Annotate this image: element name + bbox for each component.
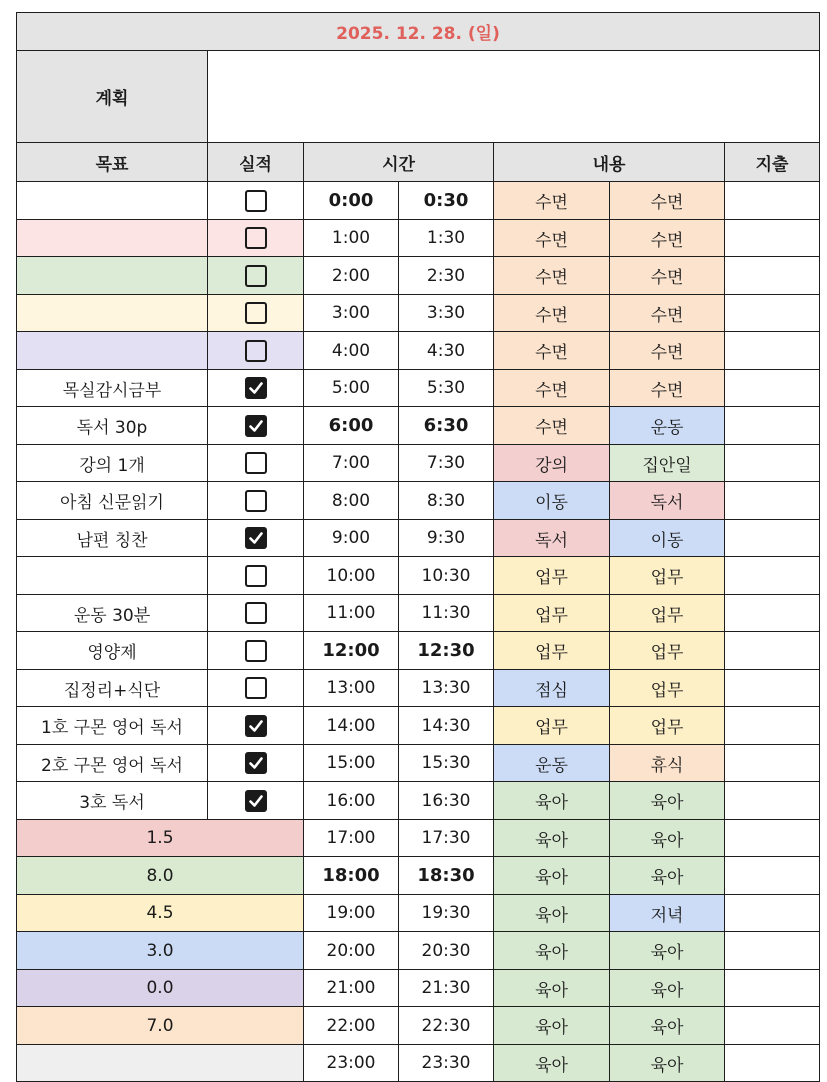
content-second-half[interactable]: 육아: [609, 969, 725, 1007]
goal-cell[interactable]: [16, 256, 208, 295]
expense-cell[interactable]: [724, 856, 820, 895]
content-second-half[interactable]: 업무: [609, 669, 725, 707]
content-second-half[interactable]: 저녁: [609, 894, 725, 932]
expense-cell[interactable]: [724, 519, 820, 557]
expense-cell[interactable]: [724, 481, 820, 520]
content-second-half[interactable]: 집안일: [609, 444, 725, 482]
header-content: 내용: [493, 142, 725, 182]
time-start: 20:00: [303, 931, 399, 970]
content-first-half[interactable]: 육아: [493, 969, 610, 1007]
expense-cell[interactable]: [724, 744, 820, 782]
goal-cell[interactable]: [16, 556, 208, 595]
goal-cell[interactable]: 집정리+식단: [16, 669, 208, 707]
result-cell: [207, 181, 304, 220]
content-second-half[interactable]: 이동: [609, 519, 725, 557]
content-first-half[interactable]: 수면: [493, 406, 610, 445]
time-end: 1:30: [398, 219, 494, 257]
time-end: 8:30: [398, 481, 494, 520]
time-start: 13:00: [303, 669, 399, 707]
content-first-half[interactable]: 수면: [493, 294, 610, 332]
result-cell: [207, 781, 304, 820]
goal-cell[interactable]: 목실감시금부: [16, 369, 208, 407]
time-end: 21:30: [398, 969, 494, 1007]
time-start: 5:00: [303, 369, 399, 407]
content-first-half[interactable]: 업무: [493, 556, 610, 595]
result-cell: [207, 744, 304, 782]
content-second-half[interactable]: 수면: [609, 256, 725, 295]
content-second-half[interactable]: 육아: [609, 931, 725, 970]
header-time: 시간: [303, 142, 494, 182]
result-checkbox[interactable]: [245, 565, 267, 587]
time-start: 11:00: [303, 594, 399, 632]
content-second-half[interactable]: 육아: [609, 819, 725, 857]
time-end: 16:30: [398, 781, 494, 820]
time-start: 23:00: [303, 1044, 399, 1082]
result-checkbox[interactable]: [245, 790, 267, 812]
time-end: 13:30: [398, 669, 494, 707]
result-cell: [207, 669, 304, 707]
content-first-half[interactable]: 수면: [493, 369, 610, 407]
content-second-half[interactable]: 독서: [609, 481, 725, 520]
expense-cell[interactable]: [724, 256, 820, 295]
expense-cell[interactable]: [724, 331, 820, 370]
time-start: 14:00: [303, 706, 399, 745]
time-start: 6:00: [303, 406, 399, 445]
result-checkbox[interactable]: [245, 677, 267, 699]
content-second-half[interactable]: 업무: [609, 594, 725, 632]
result-checkbox[interactable]: [245, 265, 267, 287]
content-first-half[interactable]: 수면: [493, 219, 610, 257]
summary-cell: 1.5: [16, 819, 304, 857]
time-end: 11:30: [398, 594, 494, 632]
summary-cell: 0.0: [16, 969, 304, 1007]
time-start: 0:00: [303, 181, 399, 220]
result-cell: [207, 294, 304, 332]
expense-cell[interactable]: [724, 369, 820, 407]
result-checkbox[interactable]: [245, 227, 267, 249]
result-cell: [207, 331, 304, 370]
goal-cell[interactable]: 3호 독서: [16, 781, 208, 820]
expense-cell[interactable]: [724, 631, 820, 670]
result-cell: [207, 219, 304, 257]
expense-cell[interactable]: [724, 1006, 820, 1045]
header-expense: 지출: [724, 142, 820, 182]
date-banner: 2025. 12. 28. (일): [16, 12, 820, 51]
content-first-half[interactable]: 육아: [493, 1044, 610, 1082]
goal-cell[interactable]: 운동 30분: [16, 594, 208, 632]
time-end: 15:30: [398, 744, 494, 782]
result-cell: [207, 406, 304, 445]
time-start: 19:00: [303, 894, 399, 932]
content-first-half[interactable]: 수면: [493, 331, 610, 370]
goal-cell[interactable]: 강의 1개: [16, 444, 208, 482]
time-end: 4:30: [398, 331, 494, 370]
content-second-half[interactable]: 육아: [609, 1044, 725, 1082]
expense-cell[interactable]: [724, 406, 820, 445]
result-cell: [207, 631, 304, 670]
result-cell: [207, 444, 304, 482]
plan-label: 계획: [16, 50, 208, 143]
result-cell: [207, 369, 304, 407]
expense-cell[interactable]: [724, 706, 820, 745]
result-checkbox[interactable]: [245, 415, 267, 437]
content-first-half[interactable]: 독서: [493, 519, 610, 557]
result-cell: [207, 256, 304, 295]
expense-cell[interactable]: [724, 819, 820, 857]
content-second-half[interactable]: 수면: [609, 219, 725, 257]
expense-cell[interactable]: [724, 669, 820, 707]
goal-cell[interactable]: 아침 신문읽기: [16, 481, 208, 520]
time-end: 18:30: [398, 856, 494, 895]
result-checkbox[interactable]: [245, 715, 267, 737]
time-end: 23:30: [398, 1044, 494, 1082]
content-first-half[interactable]: 육아: [493, 894, 610, 932]
summary-cell: 4.5: [16, 894, 304, 932]
time-end: 22:30: [398, 1006, 494, 1045]
content-second-half[interactable]: 수면: [609, 331, 725, 370]
summary-cell: [16, 1044, 304, 1082]
goal-cell[interactable]: 남편 칭찬: [16, 519, 208, 557]
content-second-half[interactable]: 운동: [609, 406, 725, 445]
expense-cell[interactable]: [724, 781, 820, 820]
time-end: 7:30: [398, 444, 494, 482]
content-first-half[interactable]: 육아: [493, 819, 610, 857]
time-end: 6:30: [398, 406, 494, 445]
summary-cell: 8.0: [16, 856, 304, 895]
time-end: 2:30: [398, 256, 494, 295]
time-start: 15:00: [303, 744, 399, 782]
result-cell: [207, 706, 304, 745]
time-start: 4:00: [303, 331, 399, 370]
time-start: 17:00: [303, 819, 399, 857]
time-end: 10:30: [398, 556, 494, 595]
time-start: 8:00: [303, 481, 399, 520]
header-goal: 목표: [16, 142, 208, 182]
result-checkbox[interactable]: [245, 452, 267, 474]
expense-cell[interactable]: [724, 556, 820, 595]
content-first-half[interactable]: 수면: [493, 256, 610, 295]
content-second-half[interactable]: 육아: [609, 856, 725, 895]
content-first-half[interactable]: 점심: [493, 669, 610, 707]
result-checkbox[interactable]: [245, 490, 267, 512]
time-start: 12:00: [303, 631, 399, 670]
expense-cell[interactable]: [724, 894, 820, 932]
plan-input[interactable]: [207, 50, 820, 143]
content-first-half[interactable]: 육아: [493, 1006, 610, 1045]
content-first-half[interactable]: 업무: [493, 631, 610, 670]
result-checkbox[interactable]: [245, 340, 267, 362]
result-checkbox[interactable]: [245, 640, 267, 662]
result-checkbox[interactable]: [245, 602, 267, 624]
goal-cell[interactable]: 2호 구몬 영어 독서: [16, 744, 208, 782]
content-second-half[interactable]: 수면: [609, 181, 725, 220]
content-second-half[interactable]: 수면: [609, 369, 725, 407]
content-first-half[interactable]: 강의: [493, 444, 610, 482]
content-second-half[interactable]: 업무: [609, 556, 725, 595]
time-start: 2:00: [303, 256, 399, 295]
time-end: 20:30: [398, 931, 494, 970]
expense-cell[interactable]: [724, 931, 820, 970]
expense-cell[interactable]: [724, 594, 820, 632]
content-second-half[interactable]: 수면: [609, 294, 725, 332]
time-start: 9:00: [303, 519, 399, 557]
time-end: 5:30: [398, 369, 494, 407]
expense-cell[interactable]: [724, 181, 820, 220]
time-start: 22:00: [303, 1006, 399, 1045]
content-second-half[interactable]: 휴식: [609, 744, 725, 782]
content-first-half[interactable]: 육아: [493, 856, 610, 895]
time-end: 14:30: [398, 706, 494, 745]
result-cell: [207, 556, 304, 595]
content-first-half[interactable]: 이동: [493, 481, 610, 520]
time-end: 3:30: [398, 294, 494, 332]
result-checkbox[interactable]: [245, 752, 267, 774]
time-start: 21:00: [303, 969, 399, 1007]
goal-cell[interactable]: [16, 181, 208, 220]
header-result: 실적: [207, 142, 304, 182]
content-first-half[interactable]: 업무: [493, 706, 610, 745]
goal-cell[interactable]: 영양제: [16, 631, 208, 670]
time-start: 16:00: [303, 781, 399, 820]
content-first-half[interactable]: 육아: [493, 931, 610, 970]
content-second-half[interactable]: 육아: [609, 1006, 725, 1045]
time-start: 1:00: [303, 219, 399, 257]
time-end: 19:30: [398, 894, 494, 932]
expense-cell[interactable]: [724, 969, 820, 1007]
summary-cell: 7.0: [16, 1006, 304, 1045]
time-start: 3:00: [303, 294, 399, 332]
content-first-half[interactable]: 육아: [493, 781, 610, 820]
time-end: 17:30: [398, 819, 494, 857]
expense-cell[interactable]: [724, 294, 820, 332]
content-first-half[interactable]: 수면: [493, 181, 610, 220]
expense-cell[interactable]: [724, 444, 820, 482]
content-first-half[interactable]: 운동: [493, 744, 610, 782]
goal-cell[interactable]: [16, 294, 208, 332]
time-start: 10:00: [303, 556, 399, 595]
content-second-half[interactable]: 업무: [609, 706, 725, 745]
content-second-half[interactable]: 업무: [609, 631, 725, 670]
result-checkbox[interactable]: [245, 190, 267, 212]
result-checkbox[interactable]: [245, 302, 267, 324]
content-first-half[interactable]: 업무: [493, 594, 610, 632]
goal-cell[interactable]: [16, 219, 208, 257]
result-cell: [207, 594, 304, 632]
goal-cell[interactable]: 1호 구몬 영어 독서: [16, 706, 208, 745]
summary-cell: 3.0: [16, 931, 304, 970]
content-second-half[interactable]: 육아: [609, 781, 725, 820]
time-start: 18:00: [303, 856, 399, 895]
goal-cell[interactable]: [16, 331, 208, 370]
time-end: 0:30: [398, 181, 494, 220]
goal-cell[interactable]: 독서 30p: [16, 406, 208, 445]
time-start: 7:00: [303, 444, 399, 482]
result-checkbox[interactable]: [245, 527, 267, 549]
result-cell: [207, 519, 304, 557]
result-checkbox[interactable]: [245, 377, 267, 399]
expense-cell[interactable]: [724, 219, 820, 257]
time-end: 9:30: [398, 519, 494, 557]
time-end: 12:30: [398, 631, 494, 670]
expense-cell[interactable]: [724, 1044, 820, 1082]
result-cell: [207, 481, 304, 520]
